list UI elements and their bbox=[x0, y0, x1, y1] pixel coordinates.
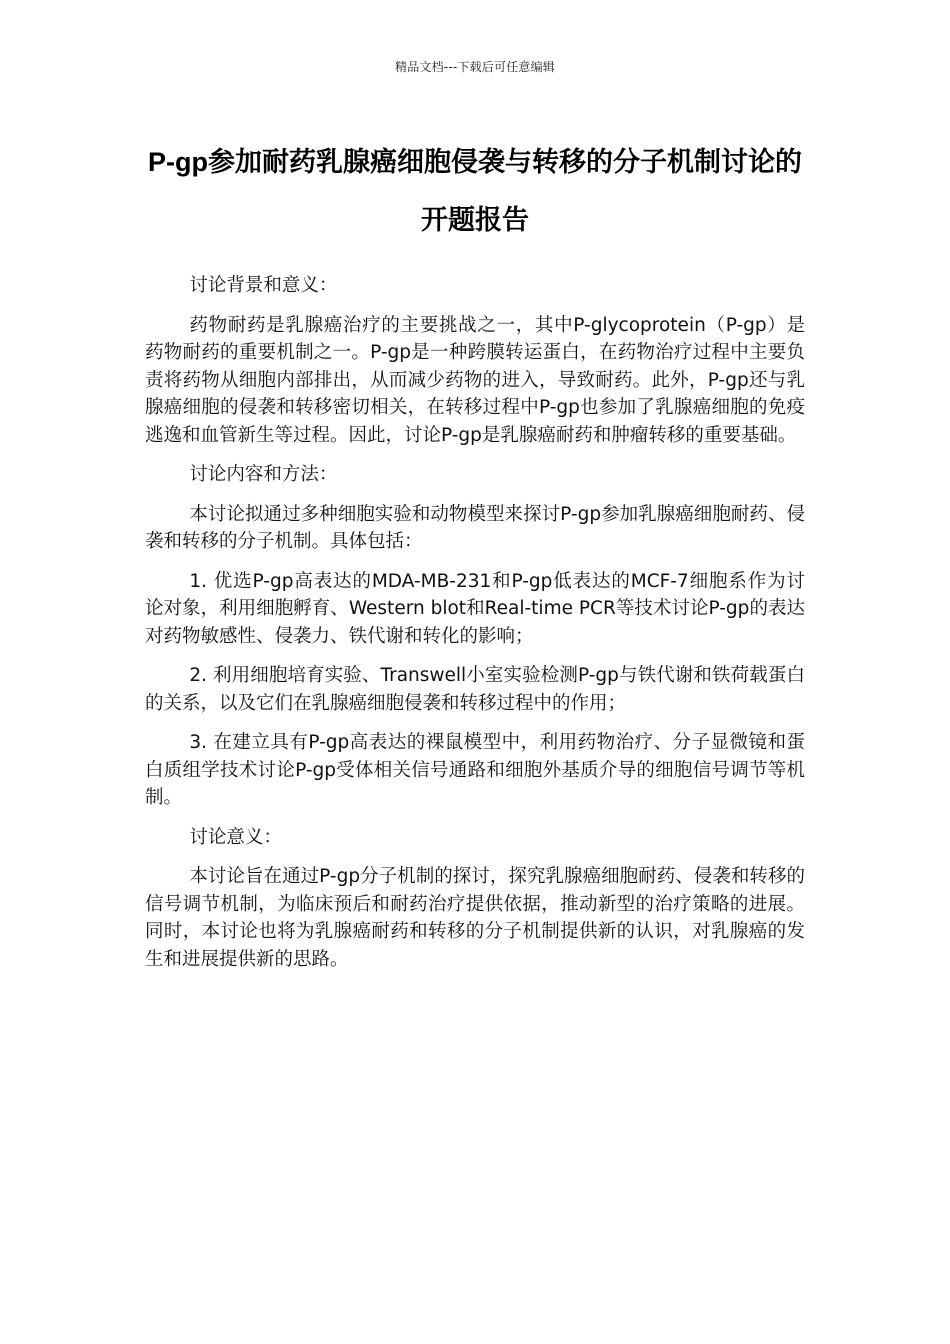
paragraph-methods-intro: 本讨论拟通过多种细胞实验和动物模型来探讨P-gp参加乳腺癌细胞耐药、侵袭和转移的分子机制。具体包括： bbox=[145, 503, 805, 552]
paragraph-background: 药物耐药是乳腺癌治疗的主要挑战之一，其中P-glycoprotein（P-gp）是药物耐药的重要机制之一。P-gp是一种跨膜转运蛋白，在药物治疗过程中主要负责将药物从细胞内部排出，从而减少药物的进入，导致耐药。此外，P-gp还与乳腺癌细胞的侵袭和转移密切相关，在转移过程中P-gp也参加了乳腺癌细胞的免疫逃逸和血管新生等过程。因此，讨论P-gp是乳腺癌耐药和肿瘤转移的重要基础。 bbox=[145, 314, 805, 446]
document-body bbox=[145, 272, 805, 985]
section-heading-significance: 讨论意义： bbox=[189, 826, 282, 848]
list-item-2: 2. 利用细胞培育实验、Transwell小室实验检测P-gp与铁代谢和铁荷载蛋白的关系，以及它们在乳腺癌细胞侵袭和转移过程中的作用； bbox=[145, 665, 805, 714]
section-heading-background: 讨论背景和意义： bbox=[189, 275, 338, 296]
page-header: 精品文档---下载后可任意编辑 bbox=[395, 60, 555, 74]
paragraph-significance: 本讨论旨在通过P-gp分子机制的探讨，探究乳腺癌细胞耐药、侵袭和转移的信号调节机制，为临床预后和耐药治疗提供依据，推动新型的治疗策略的进展。同时，本讨论也将为乳腺癌耐药和转移的分子机制提供新的认识，对乳腺癌的发生和进展提供新的思路。 bbox=[145, 866, 805, 970]
section-heading-content-methods: 讨论内容和方法： bbox=[189, 464, 338, 485]
list-item-1: 1. 优选P-gp高表达的MDA-MB-231和P-gp低表达的MCF-7细胞系作为讨论对象，利用细胞孵育、Western blot和Real-time PCR等技术讨论P-gp的表达对药物敏感性、侵袭力、铁代谢和转化的影响； bbox=[145, 570, 805, 647]
list-item-3: 3. 在建立具有P-gp高表达的裸鼠模型中，利用药物治疗、分子显微镜和蛋白质组学技术讨论P-gp受体相关信号通路和细胞外基质介导的细胞信号调节等机制。 bbox=[145, 732, 805, 808]
document-title: P-gp参加耐药乳腺癌细胞侵袭与转移的分子机制讨论的开题报告 bbox=[148, 147, 802, 235]
